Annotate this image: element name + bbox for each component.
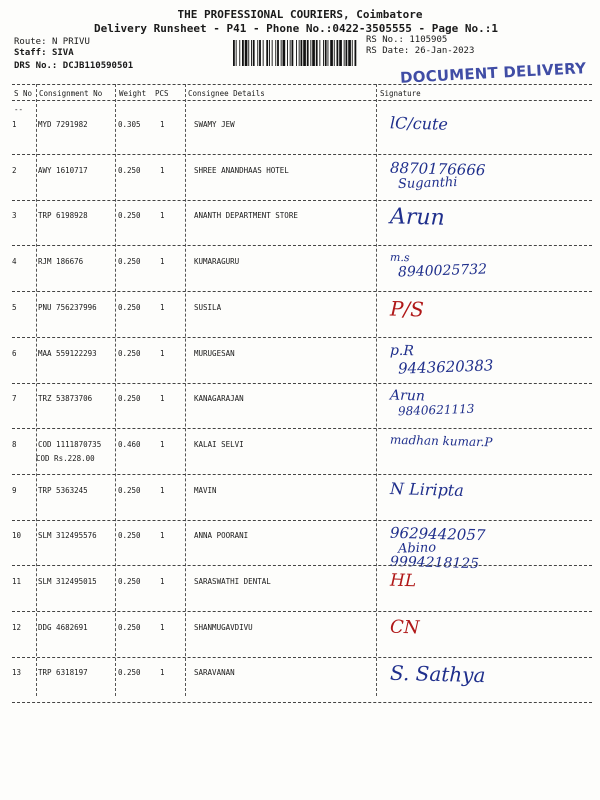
- consignee-name: KALAI SELVI: [194, 439, 244, 449]
- consignment-no: RJM 186676: [38, 257, 84, 267]
- barcode-bar: [348, 40, 351, 66]
- weight-value: 0.250: [118, 348, 141, 358]
- pcs-value: 1: [160, 668, 165, 678]
- row-divider: [12, 200, 592, 201]
- consignee-name: KUMARAGURU: [194, 257, 240, 267]
- row-sno: 3: [12, 211, 17, 221]
- table-row: [0, 112, 600, 158]
- barcode-bar: [312, 40, 315, 66]
- row-divider: [12, 291, 592, 292]
- barcode-bar: [346, 40, 348, 66]
- handwritten-signature: HL: [389, 570, 417, 592]
- signature-area: [380, 158, 590, 204]
- row-sno: 4: [12, 257, 17, 267]
- signature-area: [380, 660, 590, 706]
- row-divider: [12, 383, 592, 384]
- drs-line: [14, 61, 133, 71]
- row-divider: [12, 565, 592, 566]
- rs-date-line: [366, 46, 474, 56]
- pcs-value: 1: [160, 485, 165, 495]
- weight-value: 0.250: [118, 668, 141, 678]
- barcode-bar: [245, 40, 248, 66]
- row-sno: 11: [12, 577, 22, 586]
- consignment-no: COD 1111870735: [38, 439, 102, 449]
- consignee-name: SUSILA: [194, 302, 222, 312]
- col-header-sno: S No: [14, 89, 33, 98]
- barcode-bar: [263, 40, 264, 66]
- weight-value: 0.250: [118, 577, 141, 586]
- consignee-name: SARAVANAN: [194, 668, 235, 678]
- barcode-bar: [328, 40, 329, 66]
- weight-value: 0.460: [118, 439, 141, 449]
- row-sno: 12: [12, 622, 22, 632]
- consignee-name: MURUGESAN: [194, 348, 235, 358]
- row-divider: [12, 474, 592, 475]
- pcs-value: 1: [160, 439, 165, 449]
- row-divider: [12, 245, 592, 246]
- barcode-bar: [310, 40, 311, 66]
- col-header-signature: Signature: [380, 89, 421, 98]
- barcode-bar: [344, 40, 345, 66]
- barcode-bar: [248, 40, 249, 66]
- handwritten-signature: Arun: [389, 204, 446, 232]
- barcode-bar: [316, 40, 318, 66]
- barcode-bar: [292, 40, 294, 66]
- barcode-bar: [275, 40, 276, 66]
- barcode-bar: [239, 40, 240, 66]
- header-dash-mark: --: [14, 105, 24, 114]
- barcode-bar: [251, 40, 252, 66]
- barcode-bar: [330, 40, 333, 66]
- staff-label: Staff:: [14, 48, 47, 58]
- company-title: THE PROFESSIONAL COURIERS, Coimbatore: [177, 8, 423, 21]
- row-divider: [12, 702, 592, 703]
- staff-value: SIVA: [51, 48, 74, 58]
- consignee-name: SHREE ANANDHAAS HOTEL: [194, 165, 289, 175]
- weight-value: 0.250: [118, 622, 141, 632]
- signature-area: [380, 341, 590, 387]
- barcode-bar: [233, 40, 235, 66]
- signature-area: [380, 615, 590, 661]
- pcs-value: 1: [160, 394, 165, 404]
- barcode-bar: [281, 40, 282, 66]
- weight-value: 0.250: [118, 531, 141, 541]
- drs-label: DRS No.:: [14, 61, 58, 71]
- handwritten-signature: S. Sathya: [389, 661, 486, 688]
- drs-value: DCJB110590501: [62, 61, 134, 71]
- row-divider: [12, 657, 592, 658]
- barcode-bar: [242, 40, 244, 66]
- pcs-value: 1: [160, 348, 165, 358]
- table-row: [0, 203, 600, 249]
- consignment-no: TRP 6198928: [38, 211, 88, 221]
- signature-area: [380, 569, 590, 615]
- row-divider: [12, 337, 592, 338]
- row-sno: 1: [12, 120, 17, 129]
- pcs-value: 1: [160, 257, 165, 267]
- barcode-bar: [259, 40, 261, 66]
- barcode-bar: [253, 40, 255, 66]
- handwritten-signature: 8940025732: [397, 261, 488, 281]
- consignment-no: SLM 312495576: [38, 531, 97, 541]
- barcode-bar: [307, 40, 309, 66]
- row-sno: 2: [12, 165, 17, 175]
- row-sno: 9: [12, 485, 17, 495]
- table-row: [0, 341, 600, 387]
- barcode-bar: [355, 40, 357, 66]
- rs-no-label: RS No.:: [366, 35, 404, 45]
- pcs-value: 1: [160, 211, 165, 221]
- handwritten-signature: 9443620383: [397, 355, 494, 378]
- handwritten-signature: m.s: [389, 250, 410, 265]
- row-sno: 6: [12, 348, 17, 358]
- rs-date-label: RS Date:: [366, 46, 410, 56]
- table-row: [0, 569, 600, 615]
- table-row: [0, 615, 600, 661]
- row-divider: [12, 611, 592, 612]
- handwritten-signature: 9994218125: [389, 554, 480, 573]
- barcode-bar: [290, 40, 291, 66]
- rs-no-line: [366, 35, 447, 45]
- document-delivery-stamp: DOCUMENT DELIVERY: [399, 59, 587, 87]
- weight-value: 0.250: [118, 211, 141, 221]
- runsheet-subtitle: Delivery Runsheet - P41 - Phone No.:0422-3505555 - Page No.:1: [94, 22, 498, 35]
- barcode-bar: [352, 40, 353, 66]
- handwritten-signature: 8870176666: [389, 158, 486, 179]
- consignment-no: TRZ 53873706: [38, 394, 93, 404]
- barcode-bar: [301, 40, 303, 66]
- handwritten-signature: Abino: [397, 540, 437, 557]
- rs-date-value: 26-Jan-2023: [414, 46, 475, 56]
- weight-value: 0.250: [118, 485, 141, 495]
- barcode-bar: [257, 40, 258, 66]
- col-header-weight: Weight: [119, 89, 147, 98]
- col-header-pcs: PCS: [155, 89, 169, 98]
- signature-area: [380, 523, 590, 573]
- consignee-name: ANNA POORANI: [194, 531, 249, 541]
- barcode-bar: [299, 40, 300, 66]
- staff-line: [14, 48, 74, 58]
- consignment-no: AWY 1610717: [38, 165, 88, 175]
- barcode-bar: [319, 40, 320, 66]
- consignee-name: KANAGARAJAN: [194, 394, 244, 404]
- consignment-no: MYD 7291982: [38, 120, 88, 129]
- rs-no-value: 1105905: [409, 35, 448, 45]
- signature-area: [380, 432, 590, 478]
- consignment-no: TRP 5363245: [38, 485, 88, 495]
- table-row: [0, 660, 600, 706]
- weight-value: 0.250: [118, 394, 141, 404]
- pcs-value: 1: [160, 622, 165, 632]
- barcode-bar: [325, 40, 327, 66]
- handwritten-signature: 9840621113: [397, 401, 475, 419]
- row-sno: 7: [12, 394, 17, 404]
- header-bottom-rule: [12, 100, 592, 101]
- handwritten-signature: p.R: [389, 342, 415, 359]
- table-row: [0, 386, 600, 432]
- barcode-bar: [296, 40, 297, 66]
- handwritten-signature: madhan kumar.P: [389, 432, 493, 450]
- row-sno: 5: [12, 302, 17, 312]
- handwritten-signature: 9629442057: [389, 524, 486, 545]
- barcode-bar: [303, 40, 306, 66]
- pcs-value: 1: [160, 165, 165, 175]
- row-divider: [12, 428, 592, 429]
- signature-area: [380, 478, 590, 524]
- barcode-bar: [287, 40, 288, 66]
- signature-area: [380, 295, 590, 341]
- handwritten-signature: P/S: [389, 296, 425, 322]
- route-label: Route:: [14, 37, 47, 47]
- col-header-consignment: Consignment No: [39, 89, 103, 98]
- row-divider: [12, 520, 592, 521]
- consignee-name: SHANMUGAVDIVU: [194, 622, 253, 632]
- barcode-bar: [277, 40, 279, 66]
- route-line: [14, 37, 90, 47]
- row-sno: 8: [12, 439, 17, 449]
- consignee-name: SARASWATHI DENTAL: [194, 577, 271, 586]
- pcs-value: 1: [160, 120, 165, 129]
- barcode-bar: [236, 40, 237, 66]
- barcode-bar: [323, 40, 324, 66]
- barcode-bar: [337, 40, 339, 66]
- barcode-bar: [269, 40, 270, 66]
- handwritten-signature: N Liripta: [389, 478, 465, 500]
- pcs-value: 1: [160, 531, 165, 541]
- weight-value: 0.250: [118, 302, 141, 312]
- barcode-bar: [272, 40, 273, 66]
- signature-area: [380, 386, 590, 432]
- consignee-name: SWAMY JEW: [194, 120, 235, 129]
- handwritten-signature: lC/cute: [389, 113, 449, 134]
- consignment-no: SLM 312495015: [38, 577, 97, 586]
- consignee-name: MAVIN: [194, 485, 217, 495]
- table-row: [0, 295, 600, 341]
- consignment-no: DDG 4682691: [38, 622, 88, 632]
- weight-value: 0.305: [118, 120, 141, 129]
- handwritten-signature: Arun: [389, 387, 426, 405]
- weight-value: 0.250: [118, 165, 141, 175]
- signature-area: [380, 112, 590, 158]
- pcs-value: 1: [160, 577, 165, 586]
- row-divider: [12, 154, 592, 155]
- table-row: [0, 249, 600, 295]
- consignment-no: PNU 756237996: [38, 302, 97, 312]
- signature-area: [380, 203, 590, 249]
- row-sno: 13: [12, 668, 22, 678]
- consignment-no: MAA 559122293: [38, 348, 97, 358]
- table-row: [0, 523, 600, 573]
- cod-amount: COD Rs.228.00: [36, 453, 95, 463]
- barcode-bar: [334, 40, 335, 66]
- table-row: [0, 158, 600, 204]
- signature-area: [380, 249, 590, 295]
- handwritten-signature: Suganthi: [397, 174, 458, 192]
- table-row: [0, 478, 600, 524]
- table-top-rule: [12, 84, 592, 85]
- barcode: [232, 40, 358, 66]
- barcode-bar: [266, 40, 268, 66]
- col-header-consignee: Consignee Details: [188, 89, 265, 98]
- handwritten-signature: CN: [389, 616, 420, 639]
- barcode-bar: [339, 40, 342, 66]
- consignment-no: TRP 6318197: [38, 668, 88, 678]
- barcode-bar: [283, 40, 286, 66]
- route-value: N PRIVU: [51, 37, 90, 47]
- consignee-name: ANANTH DEPARTMENT STORE: [194, 211, 298, 221]
- table-row: [0, 432, 600, 478]
- pcs-value: 1: [160, 302, 165, 312]
- weight-value: 0.250: [118, 257, 141, 267]
- row-sno: 10: [12, 531, 22, 541]
